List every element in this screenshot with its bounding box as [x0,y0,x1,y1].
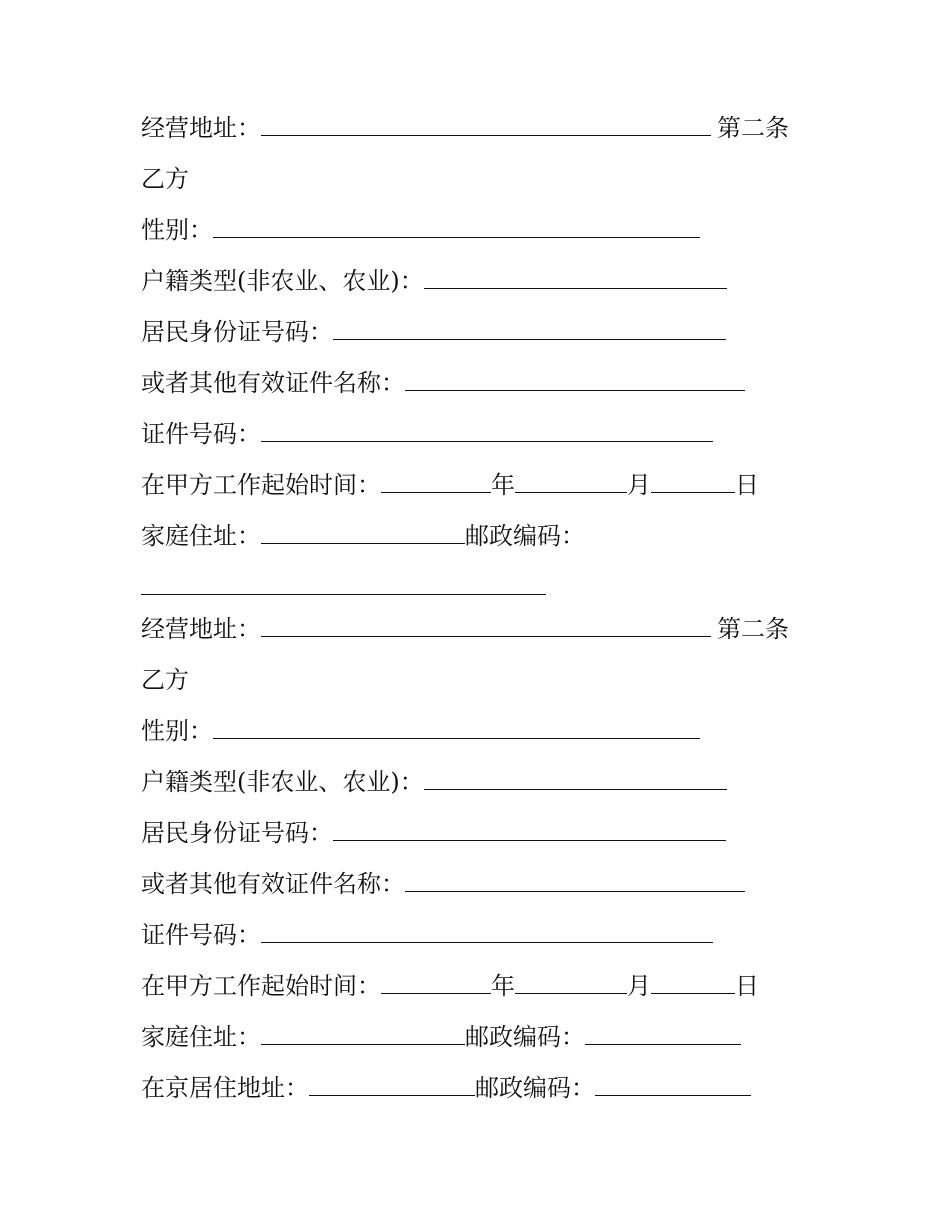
business-address-line [141,611,789,647]
gender-line [141,713,700,749]
id-number-label: 居民身份证号码： [141,318,333,346]
day-label: 日 [735,972,759,1000]
beijing-address-blank[interactable] [309,1071,475,1096]
party-b-heading: 乙方 [141,666,189,694]
beijing-postal-code-label: 邮政编码： [475,1074,595,1102]
household-type-line [141,263,727,299]
beijing-address-line [141,1070,751,1106]
household-type-blank[interactable] [424,765,727,790]
article-heading: 第二条 [717,615,789,643]
gender-blank[interactable] [213,213,700,238]
home-address-line [141,518,585,554]
day-label: 日 [735,471,759,499]
id-number-blank[interactable] [333,315,726,340]
other-id-name-blank[interactable] [405,867,745,892]
id-number-line [141,314,726,350]
gender-label: 性别： [141,216,213,244]
id-number-line [141,815,726,851]
article-heading: 第二条 [717,114,789,142]
home-address-blank[interactable] [261,1020,465,1045]
postal-code-blank[interactable] [141,570,546,595]
start-day-blank[interactable] [651,969,735,994]
other-id-name-blank[interactable] [405,366,745,391]
start-time-label: 在甲方工作起始时间： [141,471,381,499]
other-id-name-label: 或者其他有效证件名称： [141,870,405,898]
beijing-postal-code-blank[interactable] [595,1071,751,1096]
postal-code-continuation-line [141,569,546,605]
id-number-blank[interactable] [333,816,726,841]
gender-label: 性别： [141,717,213,745]
other-id-name-line [141,866,745,902]
gender-line [141,212,700,248]
business-address-blank[interactable] [261,111,711,136]
business-address-label: 经营地址： [141,114,261,142]
household-type-blank[interactable] [424,264,727,289]
household-type-label: 户籍类型(非农业、农业)： [141,768,424,796]
business-address-blank[interactable] [261,612,711,637]
start-time-line [141,467,759,503]
postal-code-label: 邮政编码： [465,522,585,550]
household-type-line [141,764,727,800]
party-b-heading: 乙方 [141,165,189,193]
start-time-label: 在甲方工作起始时间： [141,972,381,1000]
postal-code-label: 邮政编码： [465,1023,585,1051]
id-doc-number-label: 证件号码： [141,420,261,448]
home-address-label: 家庭住址： [141,522,261,550]
party-b-heading-line [141,662,189,698]
id-doc-number-label: 证件号码： [141,921,261,949]
home-address-blank[interactable] [261,519,465,544]
other-id-name-label: 或者其他有效证件名称： [141,369,405,397]
party-b-heading-line [141,161,189,197]
start-year-blank[interactable] [381,468,491,493]
household-type-label: 户籍类型(非农业、农业)： [141,267,424,295]
business-address-label: 经营地址： [141,615,261,643]
gender-blank[interactable] [213,714,700,739]
home-address-label: 家庭住址： [141,1023,261,1051]
month-label: 月 [627,972,651,1000]
start-year-blank[interactable] [381,969,491,994]
other-id-name-line [141,365,745,401]
postal-code-blank[interactable] [585,1020,741,1045]
id-doc-number-blank[interactable] [261,417,713,442]
start-month-blank[interactable] [515,969,627,994]
year-label: 年 [491,471,515,499]
business-address-line [141,110,789,146]
start-month-blank[interactable] [515,468,627,493]
home-address-line [141,1019,741,1055]
start-time-line [141,968,759,1004]
month-label: 月 [627,471,651,499]
id-number-label: 居民身份证号码： [141,819,333,847]
id-doc-number-line [141,917,713,953]
year-label: 年 [491,972,515,1000]
beijing-address-label: 在京居住地址： [141,1074,309,1102]
id-doc-number-blank[interactable] [261,918,713,943]
start-day-blank[interactable] [651,468,735,493]
id-doc-number-line [141,416,713,452]
